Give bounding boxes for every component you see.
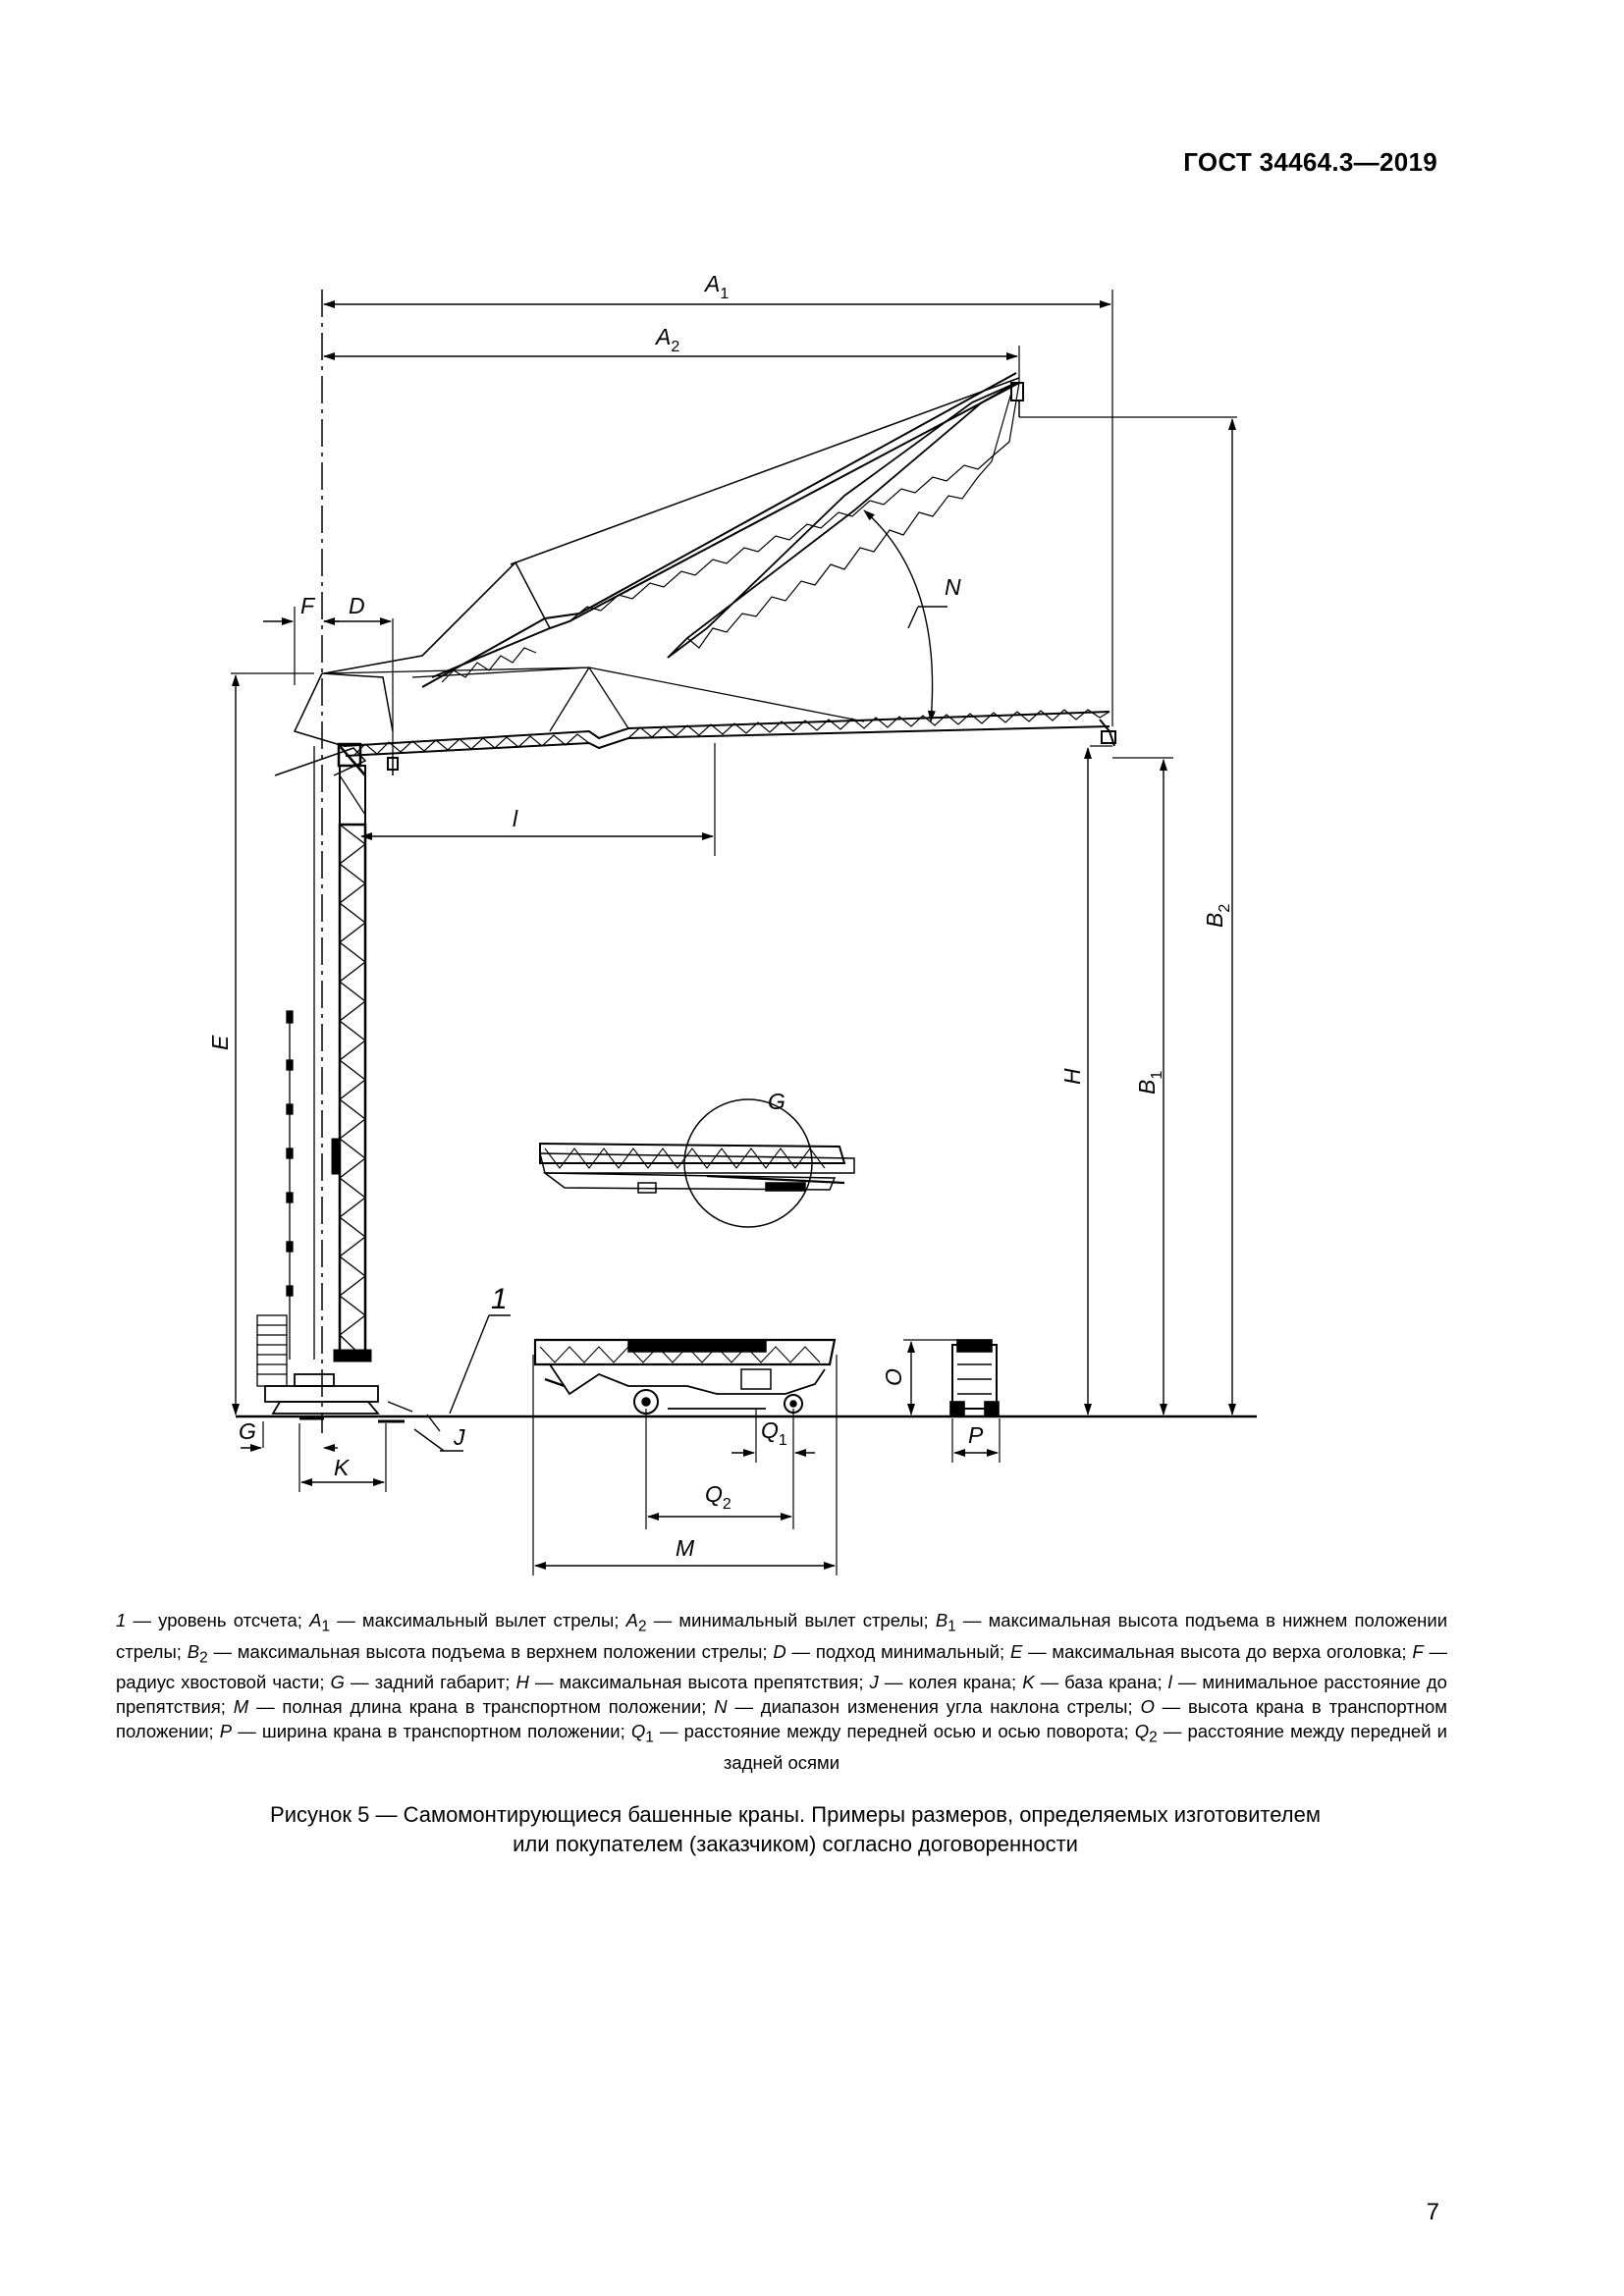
dimension-lines [236,304,1232,1566]
legend-symbol: N [714,1696,728,1718]
legend-text: — ширина крана в транспортном положении; [232,1721,631,1742]
legend-symbol: H [515,1672,529,1693]
legend-text: — максимальная высота препятствия; [528,1672,870,1693]
legend-symbol: Q [1134,1721,1150,1742]
legend-entry [714,1696,1140,1717]
legend-symbol: D [773,1640,786,1662]
legend-symbol: G [330,1672,345,1693]
crane-base [265,1374,405,1421]
legend-text: — уровень отсчета; [126,1610,310,1630]
caption-line-2: или покупателем (заказчиком) согласно договоренности [513,1832,1078,1856]
dim-j1 [388,1402,412,1412]
legend-entry [234,1696,714,1717]
legend-entry [516,1672,870,1692]
legend-symbol: J [869,1672,879,1693]
label-a1: $A_1$ [705,271,730,302]
legend-symbol: B [187,1640,200,1662]
page-number: 7 [1426,2199,1439,2225]
legend-entry [870,1672,1023,1692]
legend-text: — база крана; [1034,1672,1168,1693]
legend-text: — максимальная высота до верха оголовка; [1022,1640,1413,1662]
legend-subscript: 1 [947,1618,956,1635]
legend-text: — минимальное расстояние до препятствия; [116,1672,1447,1718]
legend-entry [1022,1672,1167,1692]
legend-subscript: 2 [1149,1730,1158,1747]
ballast-block [257,1315,287,1386]
legend-symbol: F [1412,1640,1424,1662]
legend-symbol: A [625,1610,638,1630]
label-l: l [513,806,518,831]
label-j: J [454,1424,465,1450]
legend-subscript: 2 [199,1649,208,1667]
label-f: F [300,593,315,618]
legend-symbol: Q [630,1721,646,1742]
label-n: N [945,574,961,600]
angle-arc-n [864,510,933,721]
legend-text: — диапазон изменения угла наклона стрелы; [727,1696,1141,1718]
label-d: D [349,593,365,618]
legend-symbol: A [309,1610,322,1630]
legend-text: — задний габарит; [344,1672,516,1693]
legend-subscript: 1 [321,1618,331,1635]
label-o: O [881,1368,906,1386]
legend-symbol: M [233,1696,249,1718]
legend-entry [630,1721,1135,1747]
transport-view [535,1340,835,1414]
legend-entry [187,1640,774,1667]
tower-stays [287,746,314,1360]
label-ref-1: 1 [491,1283,508,1315]
detail-g-view [540,1099,854,1227]
crane-tower [332,746,371,1362]
label-g-detail: G [768,1089,785,1114]
legend-text: — максимальная высота подъема в верхнем положении стрелы; [207,1640,774,1662]
legend-entry [309,1610,626,1635]
legend-text: — минимальный вылет стрелы; [646,1610,936,1630]
label-q1: $Q_1$ [761,1417,787,1449]
label-m: M [676,1535,695,1561]
label-g-ground: G [239,1418,256,1444]
legend-entry [1010,1641,1412,1662]
label-h: H [1059,1068,1085,1085]
label-q2: $Q_2$ [705,1481,731,1513]
label-a2: $A_2$ [656,324,680,355]
label-p: P [968,1422,984,1448]
standard-code: ГОСТ 34464.3—2019 [1183,147,1437,177]
legend-text: — колея крана; [878,1672,1023,1693]
leader-1 [450,1315,489,1414]
legend-entry [331,1672,516,1692]
label-k: K [334,1455,350,1480]
legend-symbol: 1 [116,1610,127,1630]
legend-symbol: O [1140,1696,1155,1718]
legend-subscript: 1 [645,1730,654,1747]
caption-line-1: Рисунок 5 — Самомонтирующиеся башенные краны. Примеры размеров, определяемых изготовителем [270,1802,1321,1827]
figure-caption [157,1800,1434,1859]
label-b1: $B_1$ [1134,1070,1165,1095]
legend-entry [220,1721,631,1741]
legend-entry [773,1641,1010,1662]
figure-legend [116,1608,1447,1775]
leader-j [414,1429,444,1451]
label-b2: $B_2$ [1202,903,1233,928]
transport-end-view [950,1340,999,1415]
legend-text: — полная длина крана в транспортном положении; [248,1696,715,1718]
legend-symbol: K [1022,1672,1035,1693]
legend-entry [625,1610,936,1635]
legend-text: — высота крана в транспортном положении; [116,1696,1447,1742]
legend-symbol: B [935,1610,948,1630]
legend-text: — расстояние между передней осью и осью поворота; [653,1721,1135,1742]
legend-entry [116,1610,309,1630]
legend-text: — подход минимальный; [785,1640,1010,1662]
legend-text: — максимальный вылет стрелы; [330,1610,626,1630]
legend-symbol: E [1009,1640,1023,1662]
crane-boom-lower [275,667,1115,775]
label-e: E [207,1035,233,1050]
crane-boom-upper [324,373,1023,687]
legend-text: — радиус хвостовой части; [116,1640,1448,1693]
legend-symbol: P [219,1721,233,1742]
legend-symbol: l [1167,1672,1172,1693]
legend-text: — максимальная высота подъема в нижнем положении стрелы; [116,1610,1448,1662]
legend-text: — расстояние между передней и задней осями [723,1721,1447,1774]
legend-subscript: 2 [637,1618,647,1635]
